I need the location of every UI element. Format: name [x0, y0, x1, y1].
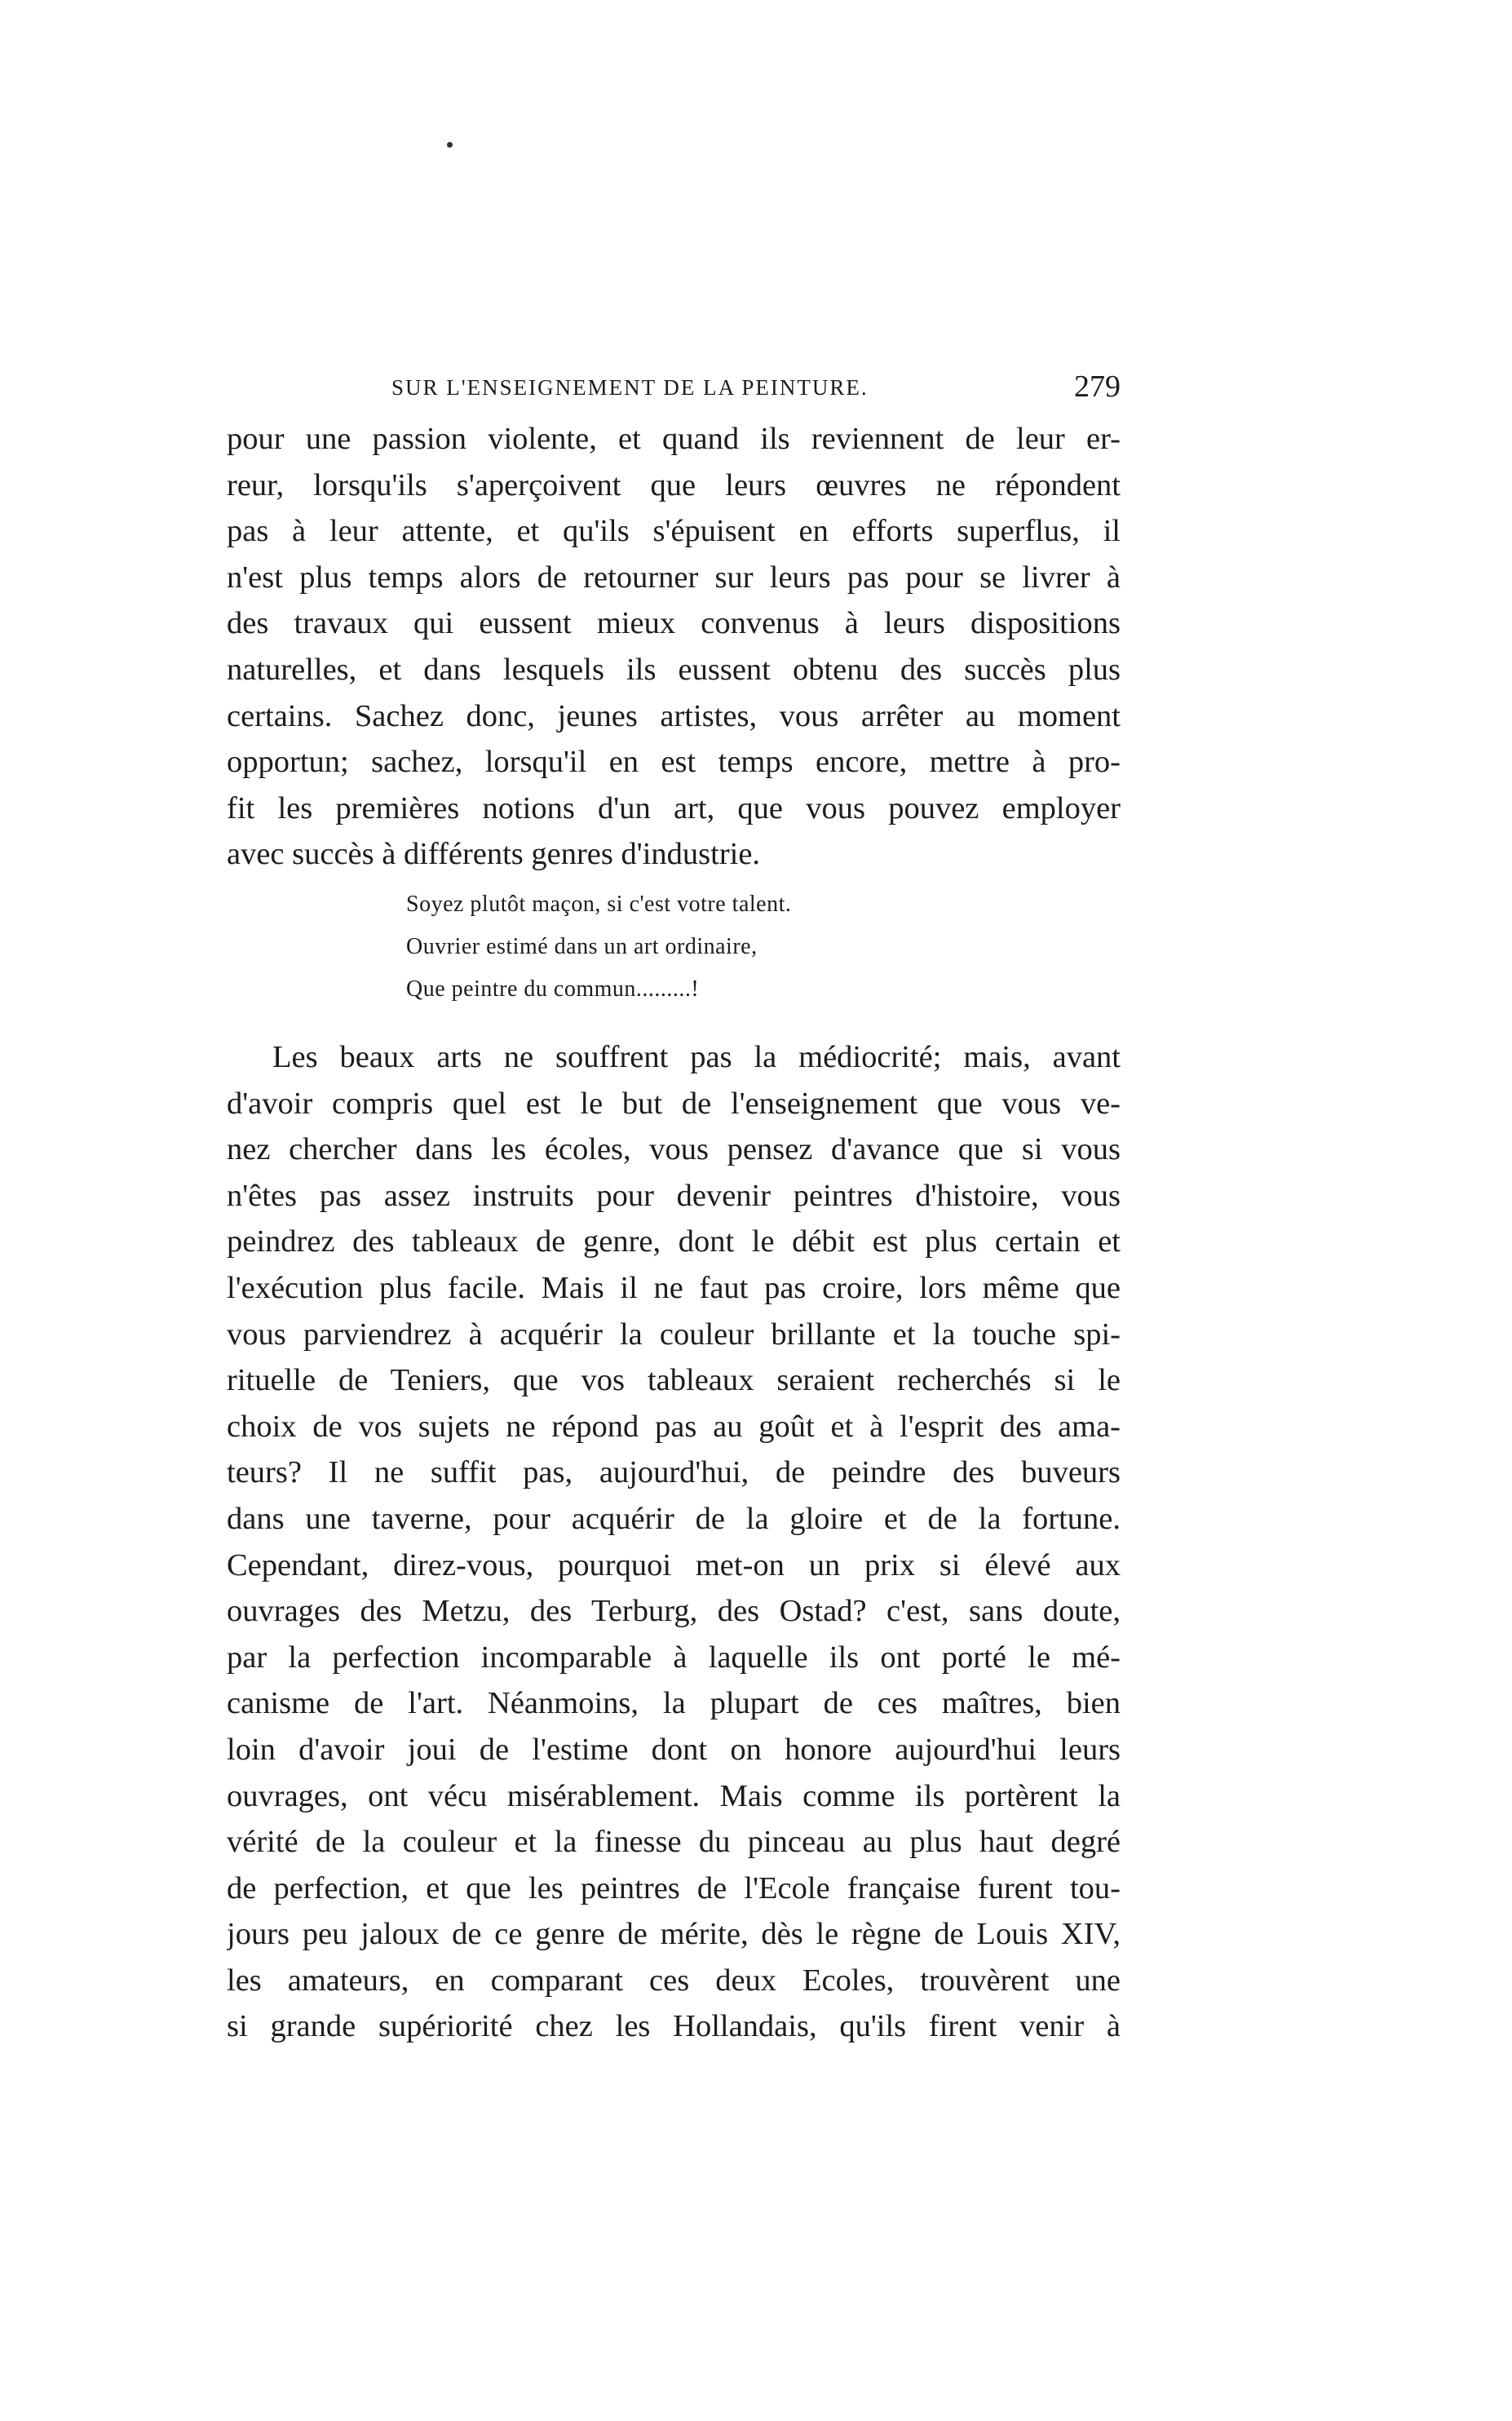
- text-line: canisme de l'art. Néanmoins, la plupart de ces maîtres, bien: [227, 1686, 1121, 1721]
- text-line: peindrez des tableaux de genre, dont le débit est plus certain et: [227, 1224, 1121, 1259]
- text-line: n'est plus temps alors de retourner sur leurs pas pour se livrer à: [227, 560, 1121, 595]
- text-line: fit les premières notions d'un art, que vous pouvez employer: [227, 790, 1121, 825]
- verse-quotation: [406, 883, 977, 1011]
- text-line: pour une passion violente, et quand ils reviennent de leur er-: [227, 422, 1121, 456]
- text-line: pas à leur attente, et qu'ils s'épuisent en efforts superflus, il: [227, 514, 1121, 549]
- text-line: Les beaux arts ne souffrent pas la médiocrité; mais, avant: [272, 1040, 1121, 1074]
- text-line: nez chercher dans les écoles, vous pensez d'avance que si vous: [227, 1132, 1121, 1167]
- verse-line: Que peintre du commun.........!: [406, 976, 700, 1002]
- text-line: n'êtes pas assez instruits pour devenir peintres d'histoire, vous: [227, 1178, 1121, 1213]
- text-line: jours peu jaloux de ce genre de mérite, dès le règne de Louis XIV,: [227, 1917, 1121, 1952]
- text-line: des travaux qui eussent mieux convenus à leurs dispositions: [227, 606, 1121, 641]
- page-number: 279: [1074, 370, 1121, 404]
- verse-line: Ouvrier estimé dans un art ordinaire,: [406, 934, 758, 959]
- text-line: rituelle de Teniers, que vos tableaux seraient recherchés si le: [227, 1363, 1121, 1398]
- text-line: teurs? Il ne suffit pas, aujourd'hui, de peindre des buveurs: [227, 1455, 1121, 1490]
- text-line: vous parviendrez à acquérir la couleur brillante et la touche spi-: [227, 1317, 1121, 1352]
- text-line: ouvrages des Metzu, des Terburg, des Ostad? c'est, sans doute,: [227, 1594, 1121, 1629]
- text-line: dans une taverne, pour acquérir de la gloire et de la fortune.: [227, 1501, 1121, 1536]
- text-line: vérité de la couleur et la finesse du pinceau au plus haut degré: [227, 1825, 1121, 1860]
- text-line: loin d'avoir joui de l'estime dont on honore aujourd'hui leurs: [227, 1732, 1121, 1767]
- text-line: si grande supériorité chez les Hollandais, qu'ils firent venir à: [227, 2009, 1121, 2044]
- text-line: ouvrages, ont vécu misérablement. Mais comme ils portèrent la: [227, 1778, 1121, 1813]
- text-line: avec succès à différents genres d'industrie.: [227, 837, 761, 872]
- ink-speck: [447, 142, 453, 148]
- running-head: [391, 369, 1121, 409]
- verse-line: Soyez plutôt maçon, si c'est votre talent.: [406, 892, 792, 917]
- text-line: choix de vos sujets ne répond pas au goût et à l'esprit des ama-: [227, 1409, 1121, 1444]
- text-line: reur, lorsqu'ils s'aperçoivent que leurs œuvres ne répondent: [227, 467, 1121, 502]
- text-line: d'avoir compris quel est le but de l'enseignement que vous ve-: [227, 1086, 1121, 1121]
- paragraph-1: [227, 416, 1121, 878]
- text-line: l'exécution plus facile. Mais il ne faut pas croire, lors même que: [227, 1270, 1121, 1305]
- running-title: SUR L'ENSEIGNEMENT DE LA PEINTURE.: [391, 375, 869, 400]
- text-line: par la perfection incomparable à laquelle ils ont porté le mé-: [227, 1640, 1121, 1675]
- text-line: naturelles, et dans lesquels ils eussent obtenu des succès plus: [227, 652, 1121, 687]
- paragraph-2: [227, 1034, 1121, 2050]
- text-line: de perfection, et que les peintres de l'Ecole française furent tou-: [227, 1870, 1121, 1905]
- text-line: les amateurs, en comparant ces deux Ecoles, trouvèrent une: [227, 1963, 1121, 1998]
- text-line: opportun; sachez, lorsqu'il en est temps encore, mettre à pro-: [227, 745, 1121, 780]
- text-line: Cependant, direz-vous, pourquoi met-on un prix si élevé aux: [227, 1547, 1121, 1582]
- text-line: certains. Sachez donc, jeunes artistes, vous arrêter au moment: [227, 698, 1121, 733]
